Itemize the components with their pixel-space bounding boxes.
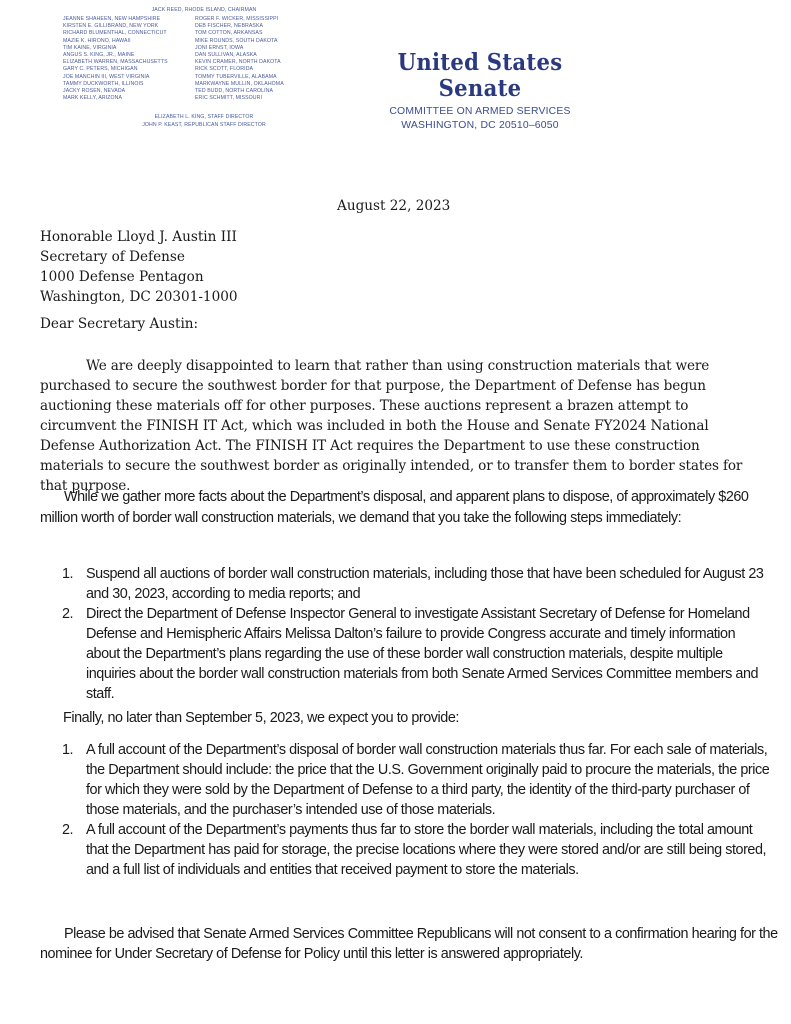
member: TED BUDD, NORTH CAROLINA: [195, 88, 274, 95]
minority-members: [193, 16, 325, 102]
member: JEANNE SHAHEEN, NEW HAMPSHIRE: [63, 16, 161, 22]
member: MIKE ROUNDS, SOUTH DAKOTA: [195, 37, 278, 44]
member: DEB FISCHER, NEBRASKA: [195, 23, 264, 30]
steps-list: [62, 564, 772, 704]
member: TAMMY DUCKWORTH, ILLINOIS: [63, 80, 144, 87]
paragraph-deadline: Finally, no later than September 5, 2023, we expect you to provide:: [63, 710, 459, 726]
member: ROGER F. WICKER, MISSISSIPPI: [195, 16, 279, 22]
member: JACKY ROSEN, NEVADA: [63, 88, 126, 95]
recipient-line: 1000 Defense Pentagon: [40, 269, 204, 285]
member: MARKWAYNE MULLIN, OKLAHOMA: [195, 80, 284, 87]
member: RICHARD BLUMENTHAL, CONNECTICUT: [63, 30, 167, 37]
committee-address: WASHINGTON, DC 20510–6050: [401, 120, 559, 131]
member: TIM KAINE, VIRGINIA: [63, 44, 117, 51]
member: ANGUS S. KING, JR., MAINE: [63, 52, 135, 59]
letter-date: August 22, 2023: [337, 198, 451, 214]
member: ERIC SCHMITT, MISSOURI: [195, 95, 263, 102]
member: DAN SULLIVAN, ALASKA: [195, 52, 257, 59]
chairman: JACK REED, RHODE ISLAND, CHAIRMAN: [151, 7, 257, 13]
member: JONI ERNST, IOWA: [195, 44, 244, 51]
committee-name: COMMITTEE ON ARMED SERVICES: [389, 106, 571, 117]
salutation: Dear Secretary Austin:: [40, 316, 199, 332]
member: MAZIE K. HIRONO, HAWAII: [63, 37, 131, 44]
list-item: 2. Direct the Department of Defense Inspector General to investigate Assistant Secretary of Defense for Homeland Defense and Hemispheric Affairs Melissa Dalton’s failure to provide Congress accurate and timely information about the Department’s plans regarding the use of these border wall construction materials, despite multiple inquiries about the border wall construction materials from both Senate Armed Services Committee members and staff.: [62, 606, 759, 702]
staff-directors: [83, 114, 325, 129]
member: MARK KELLY, ARIZONA: [63, 95, 123, 102]
member: RICK SCOTT, FLORIDA: [195, 66, 254, 73]
member: JOE MANCHIN III, WEST VIRGINIA: [63, 73, 150, 80]
list-item: 1. Suspend all auctions of border wall construction materials, including those that have been scheduled for August 23 and 30, 2023, according to media reports; and: [62, 566, 764, 602]
recipient-line: Honorable Lloyd J. Austin III: [40, 229, 237, 245]
majority-members: [63, 16, 193, 102]
list-item: 2. A full account of the Department’s payments thus far to store the border wall materials, including the total amount that the Department has paid for storage, the precise locations where they were stored and/or are still being stored, and a full list of individuals and entities that received payment to store the materials.: [62, 822, 767, 878]
recipient-address: [40, 227, 238, 307]
staff-director: ELIZABETH L. KING, STAFF DIRECTOR: [154, 114, 254, 121]
paragraph-intro: We are deeply disappointed to learn that rather than using construction materials that were purchased to secure the southwest border for that purpose, the Department of Defense has begun auctioning these materials off for other purposes. These auctions represent a brazen attempt to circumvent the FINISH IT Act, which was included in both the House and Senate FY2024 National Defense Authorization Act. The FINISH IT Act requires the Department to use these construction materials to secure the southwest border as originally intended, or to transfer them to border states for that purpose.: [40, 358, 743, 494]
member: ELIZABETH WARREN, MASSACHUSETTS: [63, 59, 168, 66]
member: TOM COTTON, ARKANSAS: [195, 30, 263, 37]
member: KIRSTEN E. GILLIBRAND, NEW YORK: [63, 23, 159, 30]
requests-list: [62, 740, 772, 880]
list-item: 1. A full account of the Department’s disposal of border wall construction materials thus far. For each sale of materials, the Department should include: the price that the U.S. Government originally paid to procure the materials, the price for which they were sold by the Department of Defense to a third party, the identity of the third-party purchaser of those materials, and the purchaser’s intended use of those materials.: [62, 742, 770, 818]
paragraph-closing: Please be advised that Senate Armed Services Committee Republicans will not consent to a confirmation hearing for the nominee for Under Secretary of Defense for Policy until this letter is answered appropriately.: [40, 926, 778, 962]
senate-title: United States Senate: [397, 49, 563, 102]
member: TOMMY TUBERVILLE, ALABAMA: [195, 73, 277, 80]
paragraph-demand: While we gather more facts about the Department’s disposal, and apparent plans to dispose, of approximately $260 million worth of border wall construction materials, we demand that you take the following steps immediately:: [40, 489, 749, 526]
member: KEVIN CRAMER, NORTH DAKOTA: [195, 59, 281, 66]
recipient-line: Washington, DC 20301-1000: [40, 289, 238, 305]
member: GARY C. PETERS, MICHIGAN: [63, 66, 138, 73]
republican-staff-director: JOHN P. KEAST, REPUBLICAN STAFF DIRECTOR: [142, 121, 266, 128]
senate-masthead: [360, 50, 600, 131]
recipient-line: Secretary of Defense: [40, 249, 185, 265]
committee-roster: [63, 6, 325, 129]
